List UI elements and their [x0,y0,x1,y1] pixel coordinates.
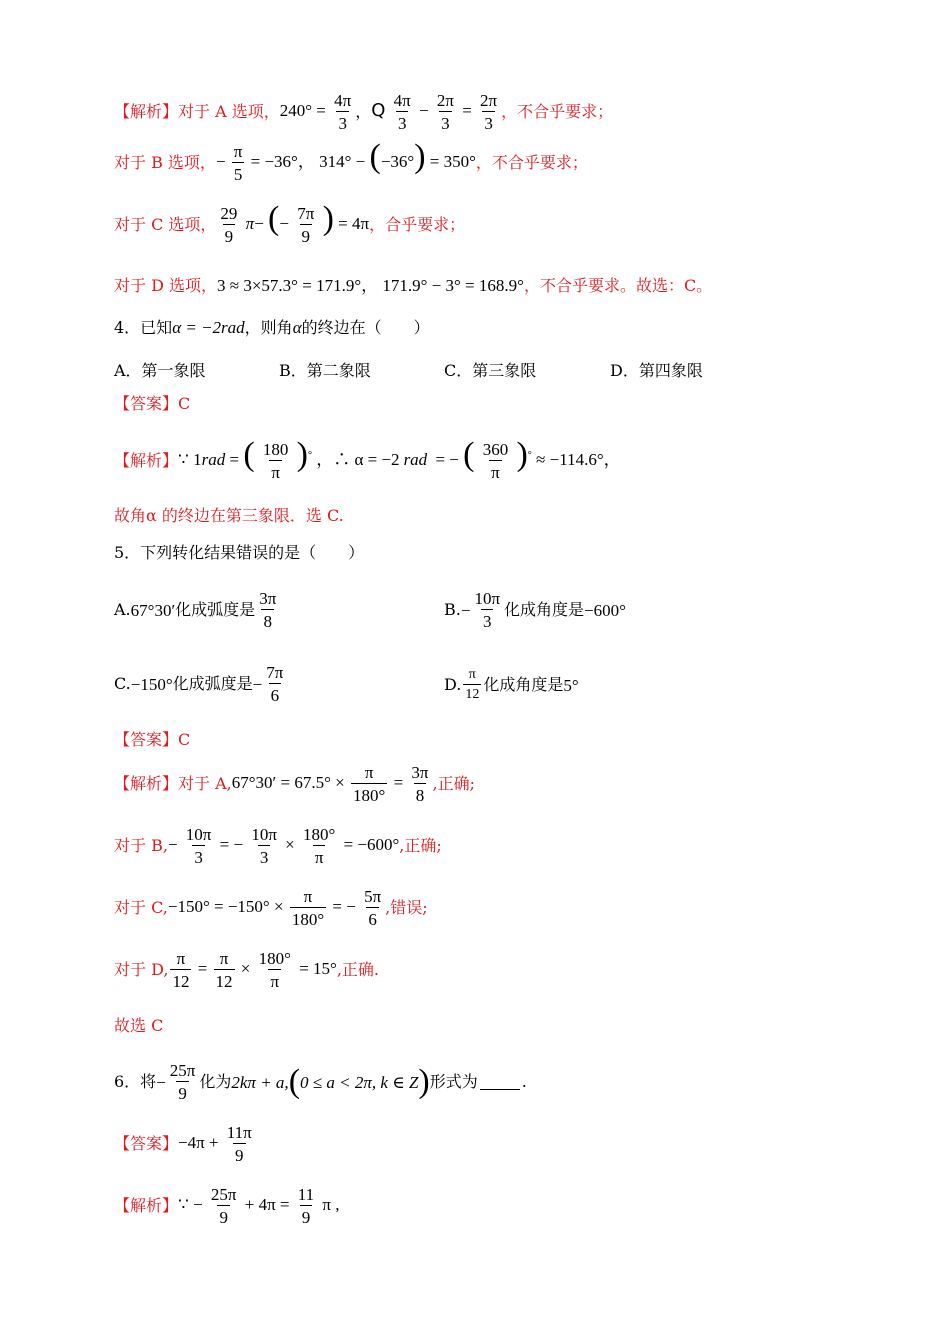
question-5-option-a: A. 67°30′ 化成弧度是 $\frac{3\pi}{8}$ [114,589,277,631]
formula: $\frac{29}{9}$ π− (− $\frac{7\pi}{9}$ ) = 4π [220,200,370,247]
question-5-solution-c: 对于 C, −150° = −150° × $\frac{\pi}{180^\circ}$ = − $\frac{5\pi}{6}$ ,错误; [114,887,428,929]
analysis-line-b: 对于 B 选项， − $\frac{\pi}{5}$ = −36°， 314° − (−36°) = 350° ，不合乎要求； [114,138,588,185]
question-4-stem: 4．已知 α = −2rad ，则角 α 的终边在（ ） [114,317,430,337]
question-6-answer: 【答案】 −4π + $\frac{11\pi}{9}$ [114,1123,252,1165]
question-6-solution: 【解析】 ∵ − $\frac{25\pi}{9}$ + 4π = $\frac{11}{9}$ π , [114,1185,340,1227]
formula: − $\frac{\pi}{5}$ = −36°， 314° − (−36°) = 350° [215,138,476,185]
analysis-label: 【解析】 [114,102,179,121]
analysis-line-c: 对于 C 选项， $\frac{29}{9}$ π− (− $\frac{7\pi}{9}$ ) = 4π ，合乎要求； [114,200,466,247]
question-5-solution-b: 对于 B, − $\frac{10\pi}{3}$ = − $\frac{10\pi}{3}$ × $\frac{180^\circ}{\pi}$ = −600° ,正确; [114,825,442,867]
question-5-conclusion: 故选 C [114,1016,164,1035]
analysis-line-d: 对于 D 选项， 3 ≈ 3×57.3° = 171.9°， 171.9° − 3° = 168.9° ，不合乎要求。故选：C。 [114,275,713,295]
question-5-solution-a: 【解析】 对于 A, 67°30′ = 67.5° × $\frac{\pi}{180^\circ}$ = $\frac{3\pi}{8}$ ,正确; [114,763,475,805]
formula: 3 ≈ 3×57.3° = 171.9°， 171.9° − 3° = 168.9° [217,276,524,295]
formula: Q $\frac{4\pi}{3}$ − $\frac{2\pi}{3}$ = $\frac{2\pi}{3}$ [371,91,498,133]
question-5-solution-d: 对于 D, $\frac{\pi}{12}$ = $\frac{\pi}{12}$ × $\frac{180^\circ}{\pi}$ = 15° ,正确. [114,949,380,991]
question-5-answer: 【答案】 C [114,730,191,749]
answer-blank [480,1075,520,1090]
question-4-option-d: D．第四象限 [610,361,703,380]
question-4-option-a: A．第一象限 [114,361,206,380]
question-4-answer: 【答案】 C [114,394,191,413]
question-4-option-b: B．第二象限 [279,361,371,380]
question-4-option-c: C．第三象限 [444,361,537,380]
question-5-stem: 5．下列转化结果错误的是（ ） [114,543,365,562]
formula: 240° = $\frac{4\pi}{3}$ [279,91,352,133]
formula: ∵ 1rad = ( $\frac{180}{\pi}$ )° ，∴ α = −2 rad = − ( $\frac{360}{\pi}$ )° ≈ −114.6°， [178,436,621,483]
question-5-option-d: D. $\frac{\pi}{12}$ 化成角度是 5° [444,667,579,702]
question-5-option-c: C. −150° 化成弧度是 − $\frac{7\pi}{6}$ [114,663,284,705]
question-6-stem: 6．将 − $\frac{25\pi}{9}$ 化为 2kπ + a, ( 0 ≤ a < 2π, k ∈ Z ) 形式为 . [114,1061,527,1103]
question-4-solution: 【解析】 ∵ 1rad = ( $\frac{180}{\pi}$ )° ，∴ α = −2 rad = − ( $\frac{360}{\pi}$ )° ≈ −114.6°， [114,436,621,483]
question-5-option-b: B. − $\frac{10\pi}{3}$ 化成角度是 −600° [444,589,626,631]
analysis-line-a: 【解析】 对于 A 选项， 240° = $\frac{4\pi}{3}$ ， Q $\frac{4\pi}{3}$ − $\frac{2\pi}{3}$ = $\frac{2\pi}{3}$ ，不合乎要求； [114,91,614,133]
question-4-conclusion: 故角α 的终边在第三象限．选 C. [114,506,344,525]
